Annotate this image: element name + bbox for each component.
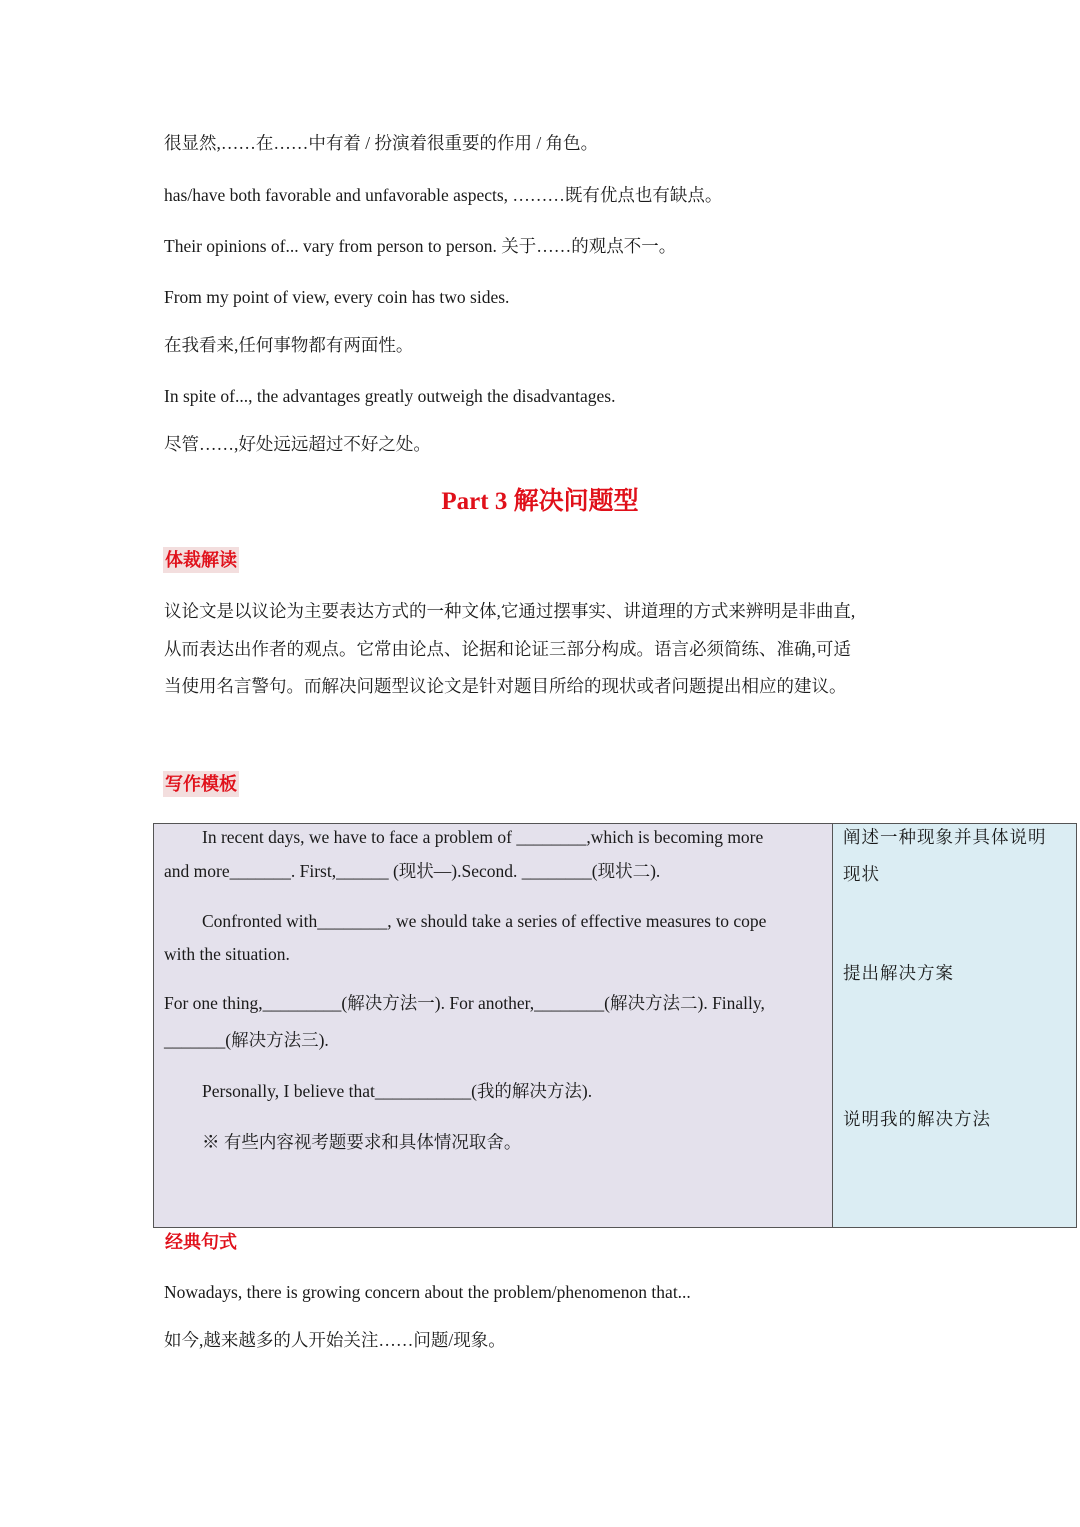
template-note: ※ 有些内容视考题要求和具体情况取舍。 — [202, 1132, 522, 1152]
paragraph-line: 当使用名言警句。而解决问题型议论文是针对题目所给的现状或者问题提出相应的建议。 — [164, 676, 847, 696]
classic-label: 经典句式 — [165, 1232, 237, 1252]
top-sentence: 很显然,……在……中有着 / 扮演着很重要的作用 / 角色。 — [164, 133, 599, 153]
top-sentence: In spite of..., the advantages greatly outweigh the disadvantages. — [164, 386, 616, 406]
template-table — [153, 823, 1077, 1228]
top-sentence: From my point of view, every coin has two sides. — [164, 287, 510, 307]
top-sentence: 尽管……,好处远远超过不好之处。 — [164, 434, 431, 454]
paragraph-line: 从而表达出作者的观点。它常由论点、论据和论证三部分构成。语言必须简练、准确,可适 — [164, 638, 851, 659]
template-line: For one thing,_________(解决方法一). For another,________(解决方法二). Finally, — [164, 993, 765, 1013]
top-sentence: Their opinions of... vary from person to person. 关于……的观点不一。 — [164, 236, 677, 256]
top-sentence: has/have both favorable and unfavorable aspects, ………既有优点也有缺点。 — [164, 185, 723, 205]
template-line: In recent days, we have to face a problem of ________,which is becoming more — [202, 827, 764, 847]
template-label: 写作模板 — [163, 771, 239, 797]
paragraph-line: 议论文是以议论为主要表达方式的一种文体,它通过摆事实、讲道理的方式来辨明是非曲直, — [164, 601, 856, 621]
template-comment: 阐述一种现象并具体说明 — [843, 827, 1047, 847]
template-line: with the situation. — [164, 944, 290, 964]
template-line: Confronted with________, we should take a series of effective measures to cope — [202, 911, 767, 931]
template-left-cell — [154, 824, 833, 1227]
template-line: and more_______. First,______ (现状—).Second. ________(现状二). — [164, 861, 661, 881]
top-sentence: 在我看来,任何事物都有两面性。 — [164, 335, 414, 355]
genre-paragraph — [164, 593, 924, 706]
section-title: Part 3 解决问题型 — [441, 488, 639, 515]
template-right-cell — [833, 824, 1076, 1227]
template-comment: 提出解决方案 — [843, 963, 954, 983]
template-comment: 说明我的解决方法 — [843, 1109, 991, 1129]
classic-sentence: 如今,越来越多的人开始关注……问题/现象。 — [164, 1330, 506, 1350]
genre-label: 体裁解读 — [163, 547, 239, 573]
classic-sentence: Nowadays, there is growing concern about the problem/phenomenon that... — [164, 1282, 691, 1302]
template-line: _______(解决方法三). — [164, 1030, 329, 1050]
template-line: Personally, I believe that___________(我的解决方法). — [202, 1081, 593, 1101]
template-comment: 现状 — [843, 864, 880, 884]
